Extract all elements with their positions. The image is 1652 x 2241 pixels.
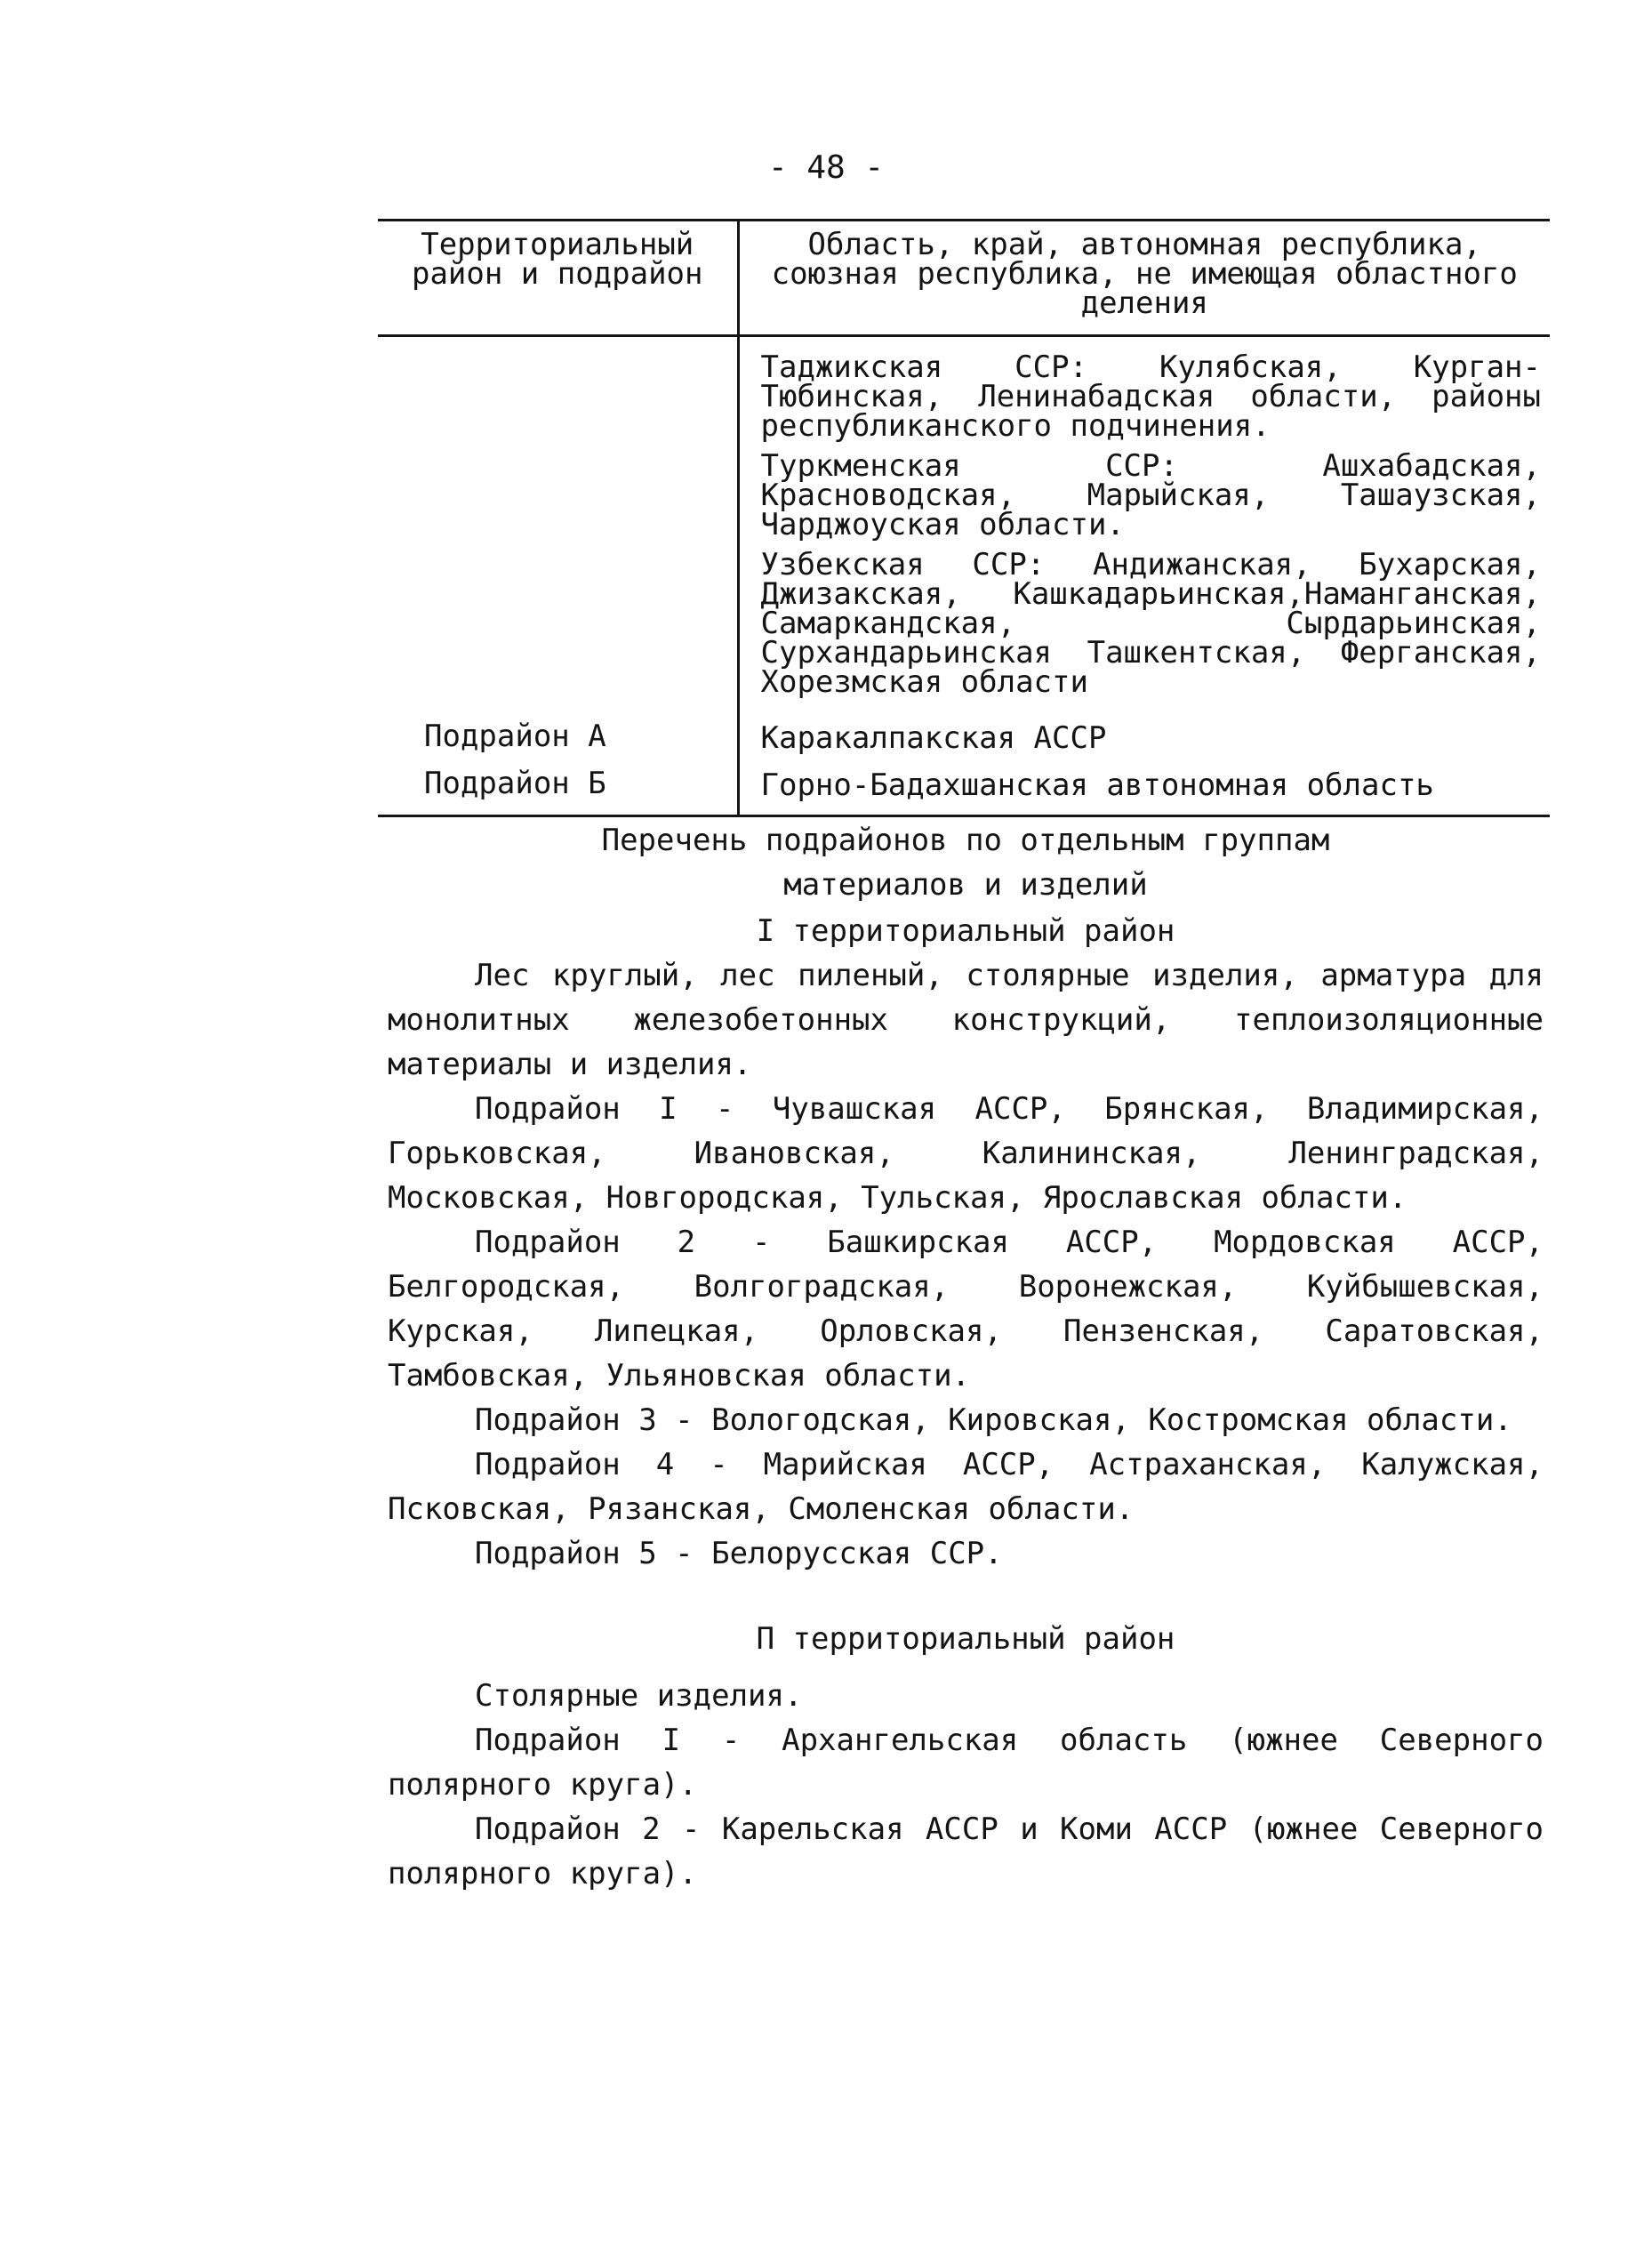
table-row	[378, 722, 1550, 769]
subdistrict-item: Подрайон 3 - Вологодская, Кировская, Костромская области.	[475, 1402, 1512, 1438]
district-materials: Столярные изделия.	[475, 1678, 803, 1714]
table-row	[378, 336, 1550, 723]
subdistrict-name: Подрайон Б	[378, 769, 738, 816]
section-title: Перечень подрайонов по отдельным группам	[601, 823, 1330, 858]
table-header-row	[378, 221, 1550, 336]
subdistrict-name: Подрайон А	[378, 722, 738, 769]
subdistrict-item: Подрайон 2 - Карельская АССР и Коми АССР (южнее Северного полярного круга).	[388, 1811, 1544, 1892]
region-cell	[738, 336, 1550, 723]
region-entry-turkmen: Туркменская ССР: Ашхабадская, Красноводская, Марыйская, Ташаузская, Чарджоуская области.	[760, 448, 1541, 542]
table-row	[378, 769, 1550, 816]
subdistrict-region: Каракалпакская АССР	[760, 720, 1107, 756]
header-region: Область, край, автономная республика, союзная республика, не имеющая областного деления	[771, 227, 1518, 321]
subdistrict-list-section	[388, 818, 1544, 1576]
region-entry-uzbek: Узбекская ССР: Андижанская, Бухарская, Джизакская, Кашкадарьинская,Наманганская, Самаркандская, Сырдарьинская, Сурхандарьинская Ташкентская, Ферганская, Хорезмская области	[760, 547, 1541, 700]
district-materials: Лес круглый, лес пиленый, столярные изделия, арматура для монолитных железобетонных конструкций, теплоизоляционные материалы и изделия.	[388, 958, 1544, 1082]
subdistrict-region: Горно-Бадахшанская автономная область	[760, 767, 1434, 803]
district-heading: П территориальный район	[756, 1621, 1175, 1657]
district-heading: I территориальный район	[756, 913, 1175, 949]
subdistrict-item: Подрайон 5 - Белорусская ССР.	[475, 1536, 1003, 1571]
header-district: Территориальный район и подрайон	[378, 221, 738, 336]
region-entry-tajik: Таджикская ССР: Кулябская, Курган-Тюбинская, Ленинабадская области, районы республиканского подчинения.	[760, 349, 1541, 444]
subdistrict-item: Подрайон I - Чувашская АССР, Брянская, Владимирская, Горьковская, Ивановская, Калининская, Ленинградская, Московская, Новгородская, Тульская, Ярославская области.	[388, 1091, 1544, 1216]
subdistrict-item: Подрайон 4 - Марийская АССР, Астраханская, Калужская, Псковская, Рязанская, Смоленская области.	[388, 1447, 1544, 1527]
district-cell-empty	[378, 336, 738, 723]
section-title: материалов и изделий	[783, 867, 1148, 903]
regions-table	[378, 219, 1550, 817]
subdistrict-item: Подрайон I - Архангельская область (южнее Северного полярного круга).	[388, 1723, 1544, 1803]
page-number: - 48 -	[767, 149, 885, 186]
subdistrict-item: Подрайон 2 - Башкирская АССР, Мордовская АССР, Белгородская, Волгоградская, Воронежская, Куйбышевская, Курская, Липецкая, Орловская, Пензенская, Саратовская, Тамбовская, Ульяновская области.	[388, 1225, 1544, 1394]
district-2-section	[388, 1617, 1544, 1896]
